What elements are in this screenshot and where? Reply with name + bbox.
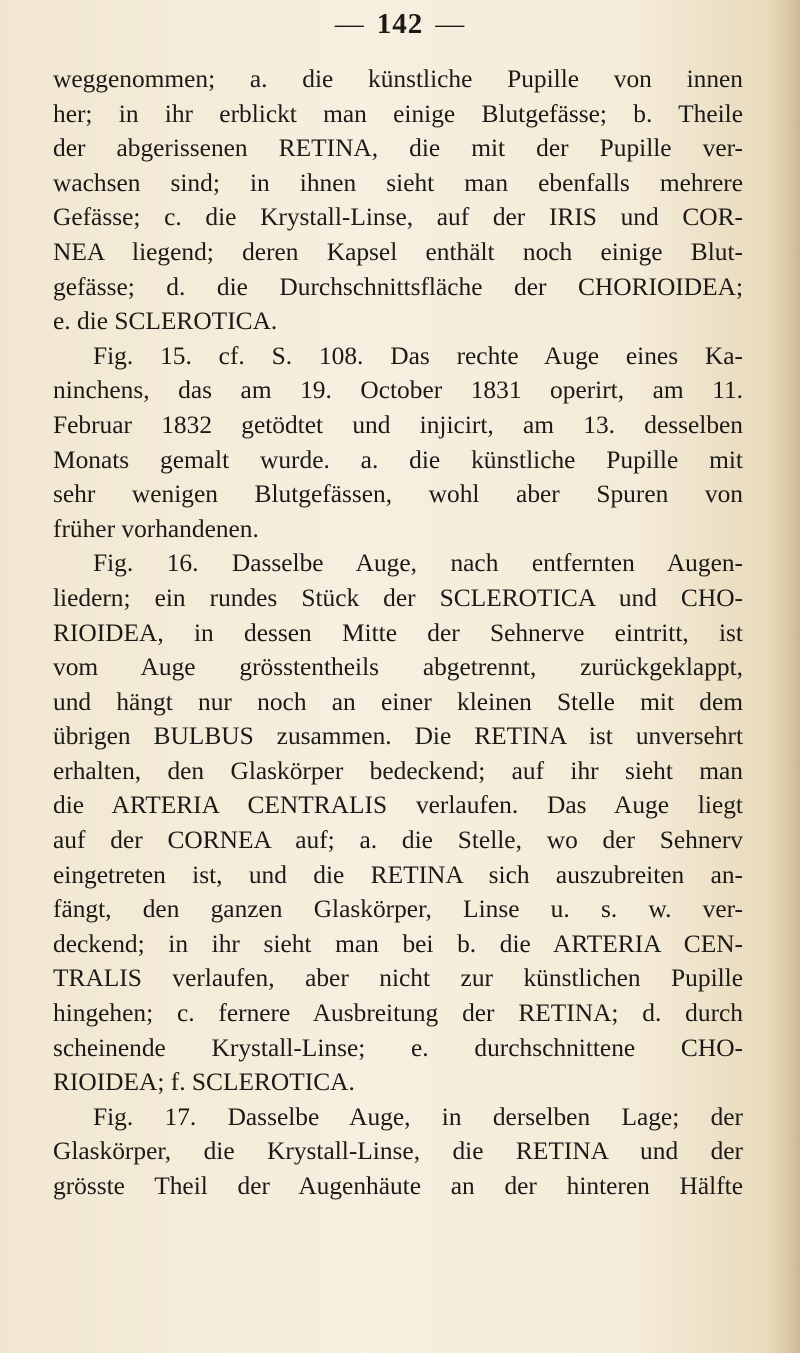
- text-line: RIOIDEA, in dessen Mitte der Sehnerve eintritt, ist: [53, 618, 743, 647]
- text-line: eingetreten ist, und die RETINA sich auszubreiten an-: [53, 860, 743, 889]
- text-line: hingehen; c. fernere Ausbreitung der RETINA; d. durch: [53, 999, 743, 1028]
- text-line: wachsen sind; in ihnen sieht man ebenfalls mehrere: [53, 168, 743, 197]
- text-line: sehr wenigen Blutgefässen, wohl aber Spuren von: [53, 480, 743, 509]
- text-line: der abgerissenen RETINA, die mit der Pupille ver-: [53, 134, 743, 163]
- text-line: Februar 1832 getödtet und injicirt, am 13. desselben: [53, 410, 743, 439]
- text-line: weggenommen; a. die künstliche Pupille von innen: [53, 65, 743, 93]
- page-body: [53, 62, 743, 1204]
- text-line: her; in ihr erblickt man einige Blutgefässe; b. Theile: [53, 99, 743, 128]
- text-line: liedern; ein rundes Stück der SCLEROTICA und CHO-: [53, 583, 743, 612]
- text-line: Monats gemalt wurde. a. die künstliche Pupille mit: [53, 445, 743, 474]
- text-line: Gefässe; c. die Krystall-Linse, auf der IRIS und COR-: [53, 203, 743, 232]
- text-line: e. die SCLEROTICA.: [53, 307, 278, 336]
- text-line: Fig. 17. Dasselbe Auge, in derselben Lage; der: [93, 1102, 743, 1131]
- text-line: früher vorhandenen.: [53, 514, 259, 543]
- text-line: TRALIS verlaufen, aber nicht zur künstlichen Pupille: [53, 964, 743, 993]
- text-line: vom Auge grösstentheils abgetrennt, zurückgeklappt,: [53, 653, 743, 682]
- page-edge-shadow: [766, 0, 800, 1353]
- text-line: die ARTERIA CENTRALIS verlaufen. Das Auge liegt: [53, 791, 743, 820]
- text-line: NEA liegend; deren Kapsel enthält noch einige Blut-: [53, 237, 743, 266]
- page-header: — 142 —: [334, 8, 466, 40]
- text-line: fängt, den ganzen Glaskörper, Linse u. s. w. ver-: [53, 895, 743, 924]
- text-line: Glaskörper, die Krystall-Linse, die RETINA und der: [53, 1137, 743, 1166]
- text-line: scheinende Krystall-Linse; e. durchschnittene CHO-: [53, 1033, 743, 1062]
- text-line: ninchens, das am 19. October 1831 operirt, am 11.: [53, 376, 743, 405]
- page-number: 142: [376, 8, 424, 40]
- text-line: RIOIDEA; f. SCLEROTICA.: [53, 1068, 355, 1097]
- text-line: erhalten, den Glaskörper bedeckend; auf ihr sieht man: [53, 756, 743, 785]
- text-line: Fig. 16. Dasselbe Auge, nach entfernten Augen-: [93, 549, 743, 578]
- text-line: auf der CORNEA auf; a. die Stelle, wo der Sehnerv: [53, 826, 743, 855]
- text-line: Fig. 15. cf. S. 108. Das rechte Auge eines Ka-: [93, 341, 743, 370]
- text-line: gefässe; d. die Durchschnittsfläche der CHORIOIDEA;: [53, 272, 743, 301]
- text-line: übrigen BULBUS zusammen. Die RETINA ist unversehrt: [53, 722, 743, 751]
- text-line: deckend; in ihr sieht man bei b. die ARTERIA CEN-: [53, 929, 743, 958]
- text-line: und hängt nur noch an einer kleinen Stelle mit dem: [53, 687, 743, 716]
- text-line: grösste Theil der Augenhäute an der hinteren Hälfte: [53, 1172, 743, 1200]
